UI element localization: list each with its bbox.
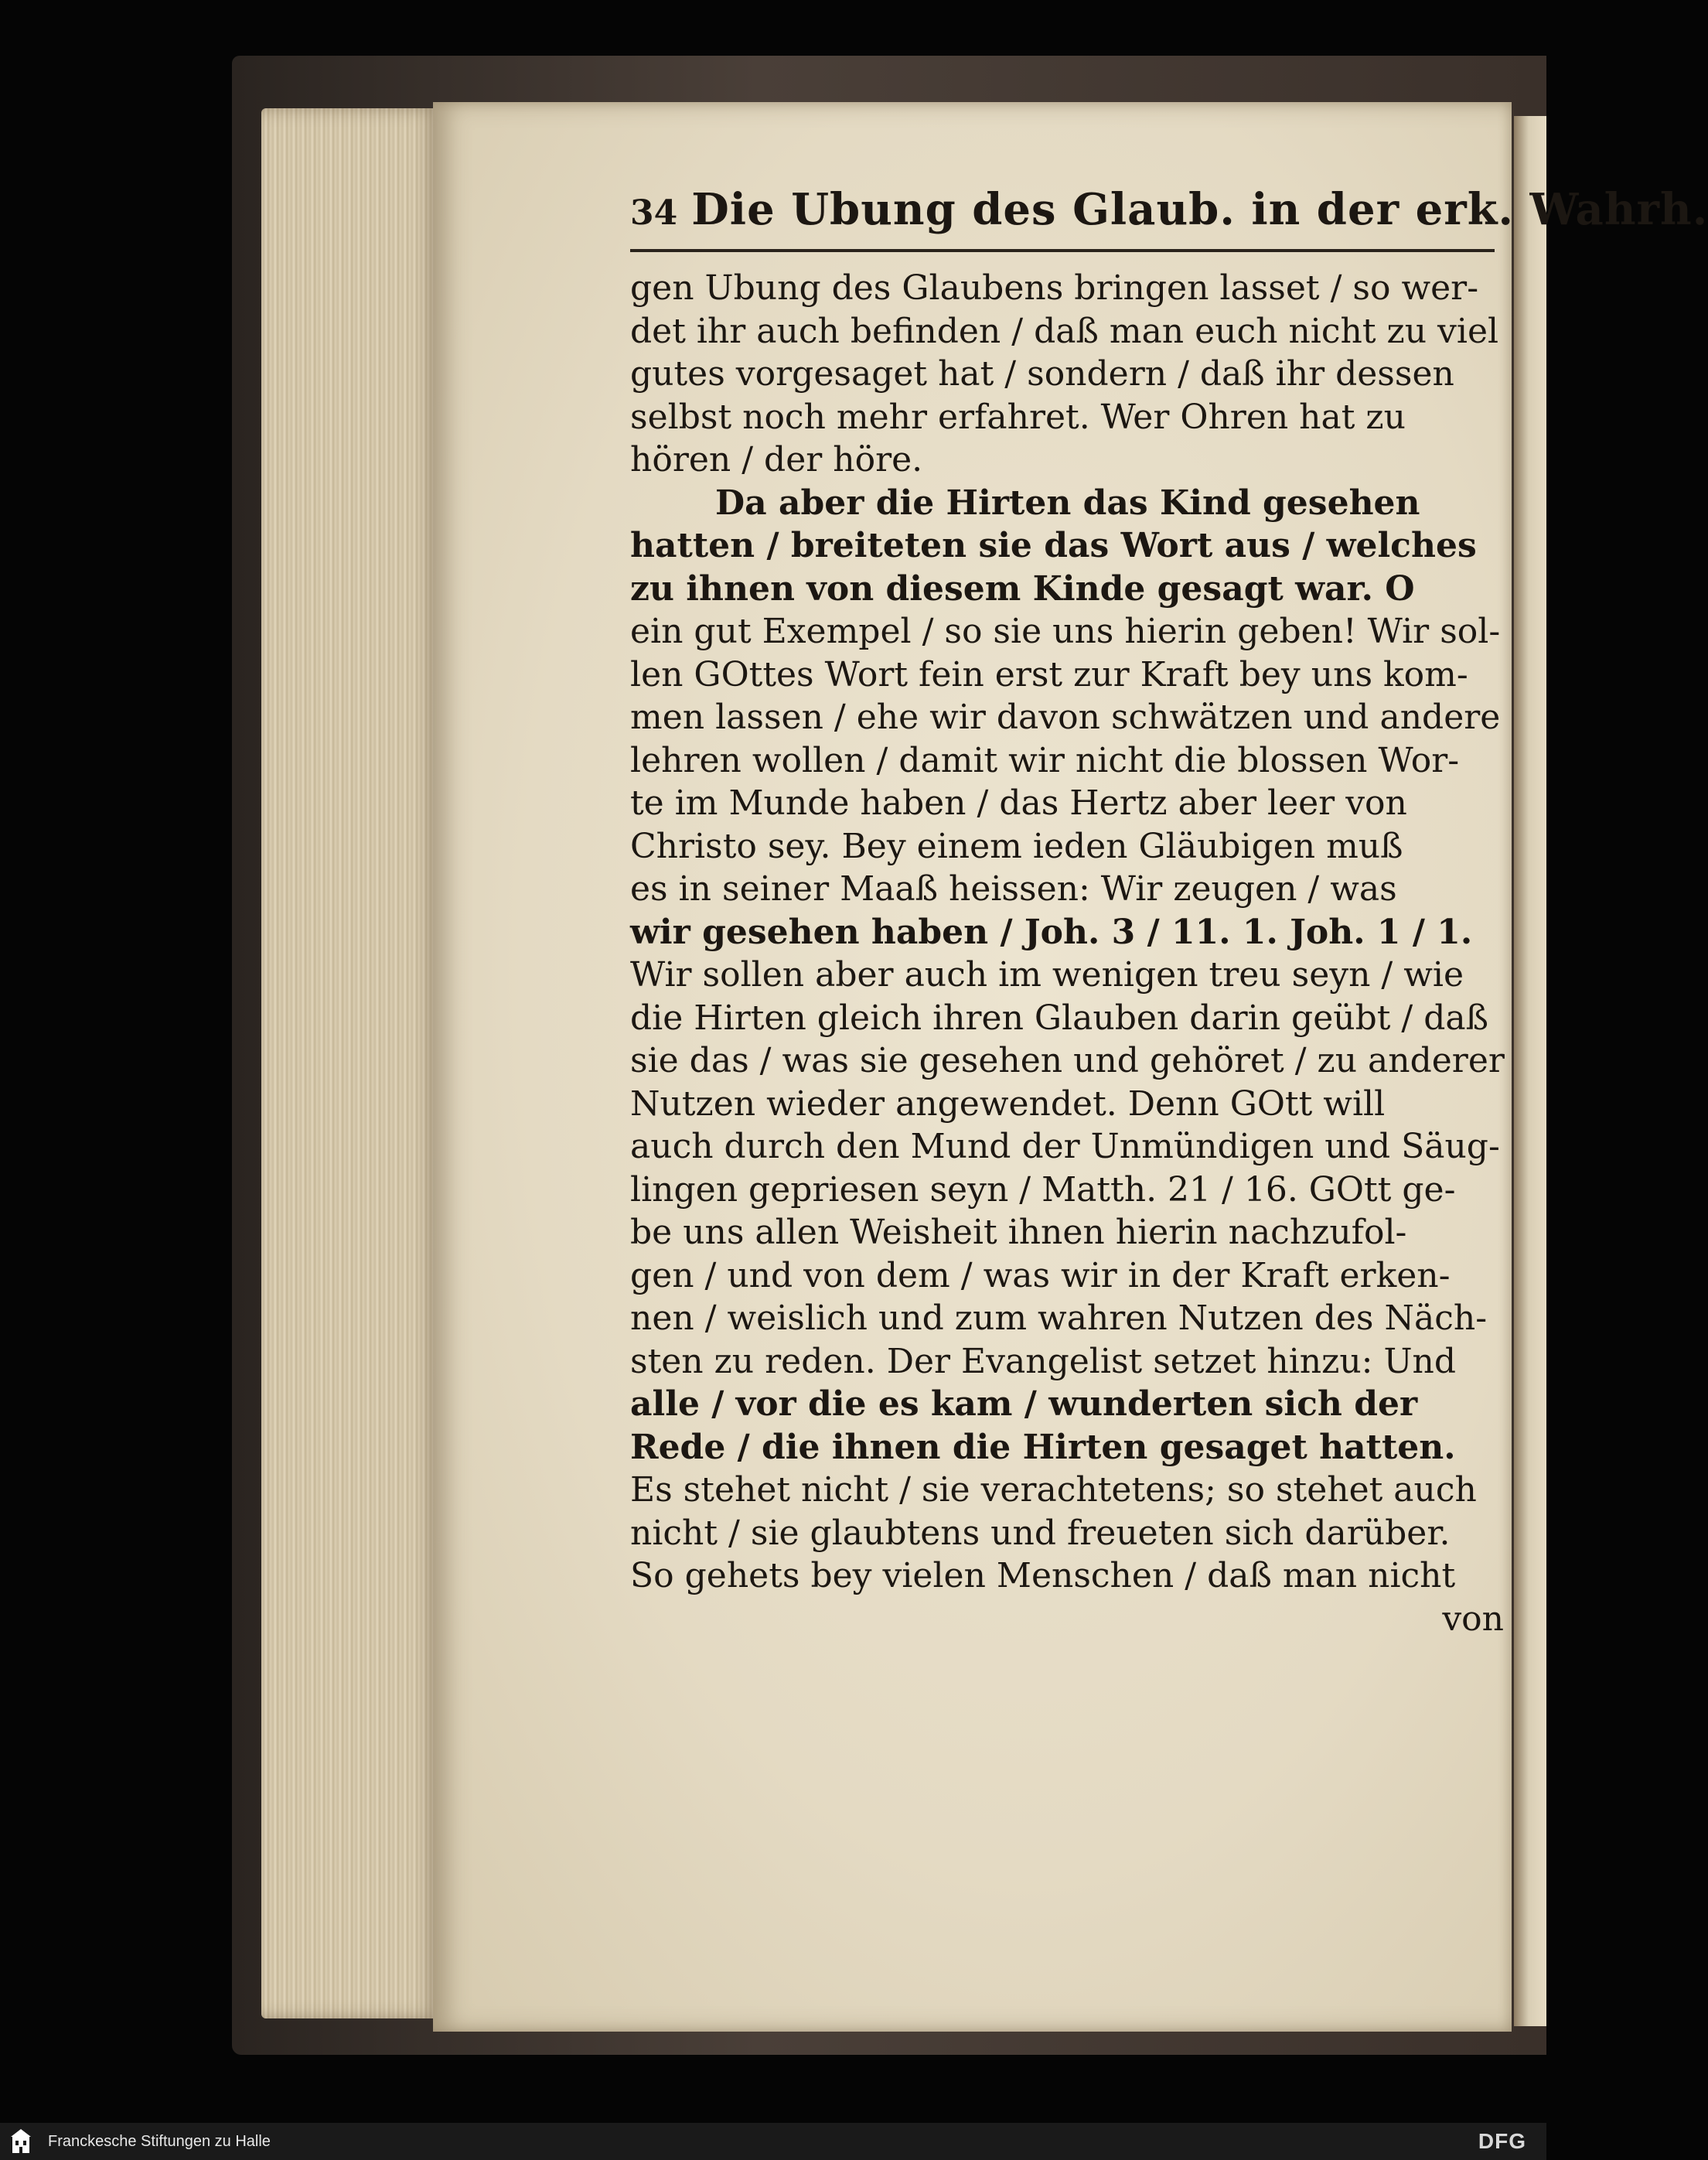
dfg-logo: DFG — [1478, 2129, 1526, 2153]
text-line: So gehets bey vielen Menschen / daß man nicht — [630, 1556, 1456, 1595]
text-line: wir gesehen haben / Joh. 3 / 11. 1. Joh. 1 / 1. — [630, 912, 1473, 952]
text-line: lingen gepriesen seyn / Matth. 21 / 16. GOtt ge- — [630, 1169, 1456, 1210]
header-rule — [630, 249, 1495, 252]
text-line: det ihr auch befinden / daß man euch nicht zu viel — [630, 311, 1499, 351]
text-line: auch durch den Mund der Unmündigen und Säug- — [630, 1127, 1500, 1166]
text-line: te im Munde haben / das Hertz aber leer von — [630, 783, 1407, 823]
institution-name: Franckesche Stiftungen zu Halle — [48, 2132, 271, 2150]
page-body-text — [630, 267, 1512, 1640]
text-line: ein gut Exempel / so sie uns hierin geben! Wir sol- — [630, 612, 1501, 651]
text-line: es in seiner Maaß heissen: Wir zeugen / was — [630, 869, 1397, 909]
text-line: Rede / die ihnen die Hirten gesaget hatten. — [630, 1427, 1456, 1467]
text-line: hatten / breiteten sie das Wort aus / welches — [630, 526, 1477, 565]
institution-logo-icon — [8, 2127, 34, 2156]
text-line: zu ihnen von diesem Kinde gesagt war. O — [630, 568, 1415, 609]
text-line: sten zu reden. Der Evangelist setzet hinzu: Und — [630, 1341, 1457, 1381]
text-line: Es stehet nicht / sie verachtetens; so stehet auch — [630, 1470, 1477, 1510]
text-line: selbst noch mehr erfahret. Wer Ohren hat zu — [630, 397, 1406, 437]
text-line: sie das / was sie gesehen und gehöret / zu anderer — [630, 1041, 1505, 1080]
text-line: Christo sey. Bey einem ieden Gläubigen muß — [630, 826, 1403, 866]
page-edges — [261, 108, 439, 2018]
text-line: gutes vorgesaget hat / sondern / daß ihr dessen — [630, 354, 1454, 394]
text-line: gen / und von dem / was wir in der Kraft erken- — [630, 1255, 1451, 1295]
running-header — [630, 184, 1708, 246]
text-line: gen Ubung des Glaubens bringen lasset / so wer- — [630, 268, 1479, 308]
text-line: len GOttes Wort fein erst zur Kraft bey uns kom- — [630, 654, 1468, 694]
text-line: hören / der höre. — [630, 440, 923, 479]
footer-bar — [0, 2123, 1546, 2160]
text-line: Nutzen wieder angewendet. Denn GOtt will — [630, 1083, 1386, 1124]
page-number: 34 — [630, 193, 678, 233]
text-line: Wir sollen aber auch im wenigen treu seyn / wie — [630, 955, 1464, 995]
running-title: Die Ubung des Glaub. in der erk. Wahrh. — [691, 184, 1708, 235]
text-line: Da aber die Hirten das Kind gesehen — [715, 483, 1420, 523]
text-line: nen / weislich und zum wahren Nutzen des Näch- — [630, 1298, 1488, 1338]
text-line: be uns allen Weisheit ihnen hierin nachzufol- — [630, 1213, 1407, 1252]
text-line: nicht / sie glaubtens und freueten sich darüber. — [630, 1513, 1451, 1553]
text-line: von — [1442, 1599, 1504, 1639]
text-line: lehren wollen / damit wir nicht die blossen Wor- — [630, 740, 1460, 780]
text-line: alle / vor die es kam / wunderten sich der — [630, 1384, 1418, 1424]
facing-page-edge — [1514, 116, 1546, 2026]
text-line: men lassen / ehe wir davon schwätzen und andere — [630, 698, 1501, 737]
text-line: die Hirten gleich ihren Glauben darin geübt / daß — [630, 998, 1489, 1038]
